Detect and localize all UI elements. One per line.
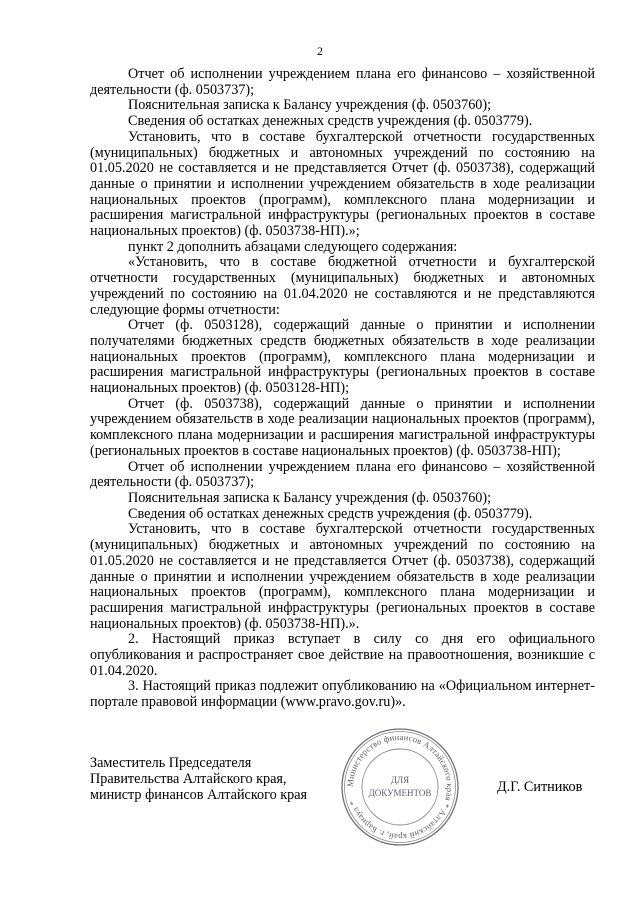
seal-ring-text: Министерство финансов Алтайского края * Алтайский край, г. Барнаул * — [344, 731, 456, 843]
seal-inner-ring — [362, 749, 438, 825]
seal-center-text-1: ДЛЯ — [390, 775, 410, 785]
paragraph-cash-0503779-2: Сведения об остатках денежных средств учреждения (ф. 0503779). — [128, 505, 533, 522]
svg-text:Министерство финансов Алтайско — [345, 732, 455, 842]
paragraph-point-2-intro: пункт 2 дополнить абзацами следующего содержания: — [128, 238, 458, 255]
paragraph-establish-0503738: Установить, что в составе бухгалтерской отчетности государственных (муниципальных) бюджетных и автономных учреждений по состоянию на 01.05.2020 не составляется и не представляется Отчет (ф. 0503738), содержащий данные о принятии и исполнении учреждением обязательств в ходе реализации национальных проектов (программ), комплексного плана модернизации и расширения магистральной инфраструктуры (региональных проектов в составе национальных проектов) (ф. 0503738-НП).»; — [90, 128, 595, 240]
seal-outer-ring — [342, 729, 458, 845]
paragraph-report-0503738: Отчет (ф. 0503738), содержащий данные о принятии и исполнении учреждением обязательств в ходе реализации национальных проектов (программ), комплексного плана модернизации и расширения магистральной инфраструктуры (региональных проектов в составе национальных проектов) (ф. 0503738-НП); — [90, 395, 595, 459]
paragraph-report-0503737: Отчет об исполнении учреждением плана его финансово – хозяйственной деятельности (ф. 0503737); — [90, 66, 595, 98]
paragraph-clause-2: 2. Настоящий приказ вступает в силу со дня его официального опубликования и распространяет свое действие на правоотношения, возникшие с 01.04.2020. — [90, 631, 595, 679]
signature-block — [90, 755, 307, 803]
paragraph-report-0503737-2: Отчет об исполнении учреждением плана его финансово – хозяйственной деятельности (ф. 0503737); — [90, 458, 595, 491]
signer-title-line-3: министр финансов Алтайского края — [90, 787, 308, 803]
paragraph-note-0503760: Пояснительная записка к Балансу учреждения (ф. 0503760); — [128, 97, 492, 114]
official-seal-stamp — [338, 725, 462, 849]
paragraph-clause-3: 3. Настоящий приказ подлежит опубликованию на «Официальном интернет-портале правовой информации (www.pravo.gov.ru)». — [90, 678, 595, 711]
paragraph-report-0503128: Отчет (ф. 0503128), содержащий данные о принятии и исполнении получателями бюджетных средств бюджетных обязательств в ходе реализации национальных проектов (программ), комплексного плана модернизации и расширения магистральной инфраструктуры (региональных проектов в составе национальных проектов) (ф. 0503128-НП); — [90, 317, 595, 397]
paragraph-note-0503760-2: Пояснительная записка к Балансу учреждения (ф. 0503760); — [128, 489, 492, 506]
paragraph-establish-0503738-2: Установить, что в составе бухгалтерской отчетности государственных (муниципальных) бюджетных и автономных учреждений по состоянию на 01.05.2020 не составляется и не представляется Отчет (ф. 0503738), содержащий данные о принятии и исполнении учреждением обязательств в ходе реализации национальных проектов (программ), комплексного плана модернизации и расширения магистральной инфраструктуры (региональных проектов в составе национальных проектов) (ф. 0503738-НП).». — [90, 521, 595, 632]
signer-name: Д.Г. Ситников — [497, 779, 583, 795]
signer-title-line-1: Заместитель Председателя — [90, 755, 252, 771]
signer-title-line-2: Правительства Алтайского края, — [90, 771, 287, 787]
seal-center-text-2: ДОКУМЕНТОВ — [368, 788, 432, 798]
paragraph-cash-0503779: Сведения об остатках денежных средств учреждения (ф. 0503779). — [128, 113, 533, 130]
paragraph-establish-forms: «Установить, что в составе бюджетной отчетности и бухгалтерской отчетности государственных (муниципальных) бюджетных и автономных учреждений по состоянию на 01.04.2020 не составляются и не представляются следующие формы отчетности: — [90, 254, 595, 318]
page-number: 2 — [317, 44, 323, 58]
document-body — [90, 67, 595, 711]
